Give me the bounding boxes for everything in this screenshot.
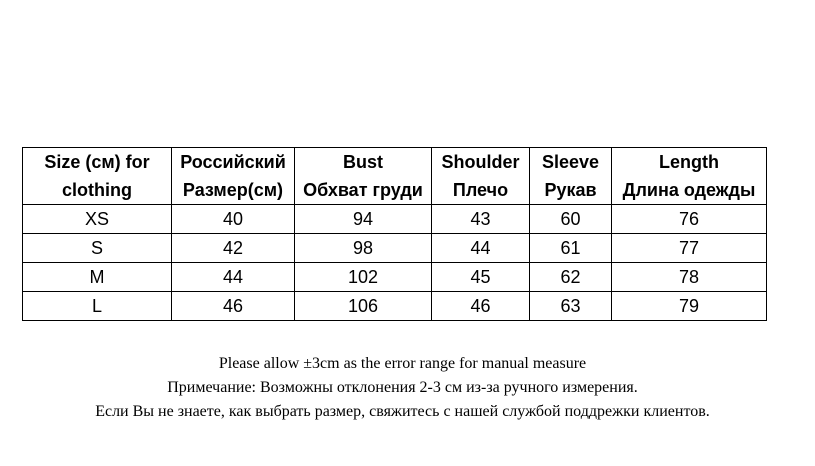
cell-bust: 106 [295, 292, 432, 321]
cell-length: 76 [612, 205, 767, 234]
header-size [23, 148, 172, 205]
cell-shoulder: 43 [432, 205, 530, 234]
header-russian-size [172, 148, 295, 205]
header-bust-line1: Bust [343, 152, 383, 172]
table-row [23, 263, 767, 292]
cell-bust: 94 [295, 205, 432, 234]
cell-length: 78 [612, 263, 767, 292]
cell-size: S [23, 234, 172, 263]
measurement-notes [0, 352, 805, 424]
cell-russian-size: 44 [172, 263, 295, 292]
cell-size: L [23, 292, 172, 321]
cell-russian-size: 46 [172, 292, 295, 321]
note-russian-deviation: Примечание: Возможны отклонения 2-3 см из-за ручного измерения. [167, 379, 638, 396]
header-shoulder [432, 148, 530, 205]
header-sleeve-line1: Sleeve [541, 152, 600, 172]
cell-length: 79 [612, 292, 767, 321]
cell-sleeve: 62 [530, 263, 612, 292]
header-length-line2: Длина одежды [622, 180, 756, 200]
cell-bust: 102 [295, 263, 432, 292]
table-row [23, 292, 767, 321]
cell-sleeve: 60 [530, 205, 612, 234]
note-contact-support: Если Вы не знаете, как выбрать размер, свяжитесь с нашей службой поддрежки клиентов. [95, 403, 710, 420]
header-sleeve-line2: Рукав [544, 180, 597, 200]
cell-russian-size: 40 [172, 205, 295, 234]
cell-sleeve: 63 [530, 292, 612, 321]
header-sleeve [530, 148, 612, 205]
cell-shoulder: 45 [432, 263, 530, 292]
header-bust [295, 148, 432, 205]
cell-shoulder: 46 [432, 292, 530, 321]
header-shoulder-line2: Плечо [452, 180, 509, 200]
cell-russian-size: 42 [172, 234, 295, 263]
cell-sleeve: 61 [530, 234, 612, 263]
header-russian-size-line2: Размер(см) [182, 180, 284, 200]
cell-size: XS [23, 205, 172, 234]
header-length-line1: Length [659, 152, 719, 172]
header-bust-line2: Обхват груди [303, 180, 423, 200]
size-chart-table [22, 147, 767, 321]
table-row [23, 234, 767, 263]
table-header-row [23, 148, 767, 205]
table-row [23, 205, 767, 234]
note-error-range: Please allow ±3cm as the error range for manual measure [218, 355, 587, 372]
header-russian-size-line1: Российский [180, 152, 286, 172]
cell-shoulder: 44 [432, 234, 530, 263]
header-size-line2: clothing [62, 180, 132, 200]
cell-size: M [23, 263, 172, 292]
cell-bust: 98 [295, 234, 432, 263]
header-length [612, 148, 767, 205]
header-shoulder-line1: Shoulder [441, 152, 520, 172]
cell-length: 77 [612, 234, 767, 263]
header-size-line1: Size (см) for [44, 152, 150, 172]
